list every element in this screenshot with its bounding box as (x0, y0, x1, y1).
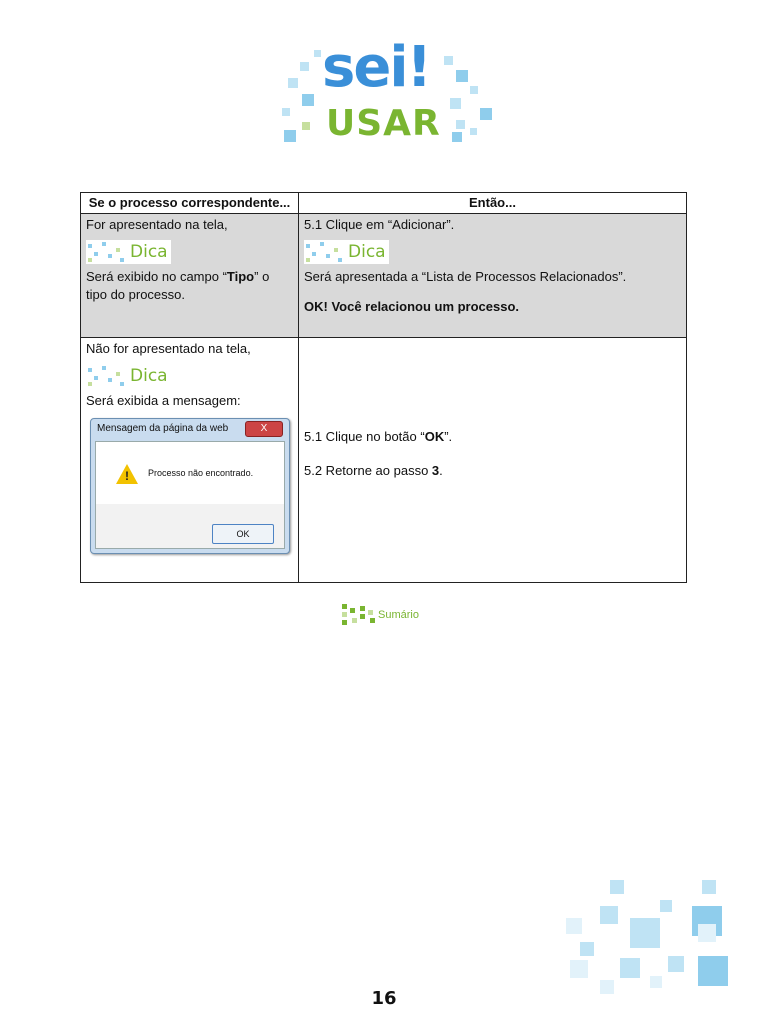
dialog-title: Mensagem da página da web (97, 423, 229, 434)
row1-right-line3: OK! Você relacionou um processo. (304, 299, 520, 314)
sumario-label: Sumário (378, 609, 419, 621)
table-row (81, 214, 687, 338)
dots-icon (86, 364, 126, 388)
dica-label: Dica (130, 366, 168, 386)
logo-usar-text: USAR (326, 103, 441, 144)
dica-label: Dica (130, 242, 168, 262)
dialog-message: Processo não encontrado. (148, 468, 254, 478)
dica-badge (86, 364, 171, 388)
row1-action-cell (299, 214, 687, 338)
column-header-condition: Se o processo correspondente... (81, 193, 299, 214)
row2-right-line1: 5.1 Clique no botão “OK”. (304, 429, 453, 444)
dots-icon (86, 240, 126, 264)
sumario-icon (340, 602, 380, 628)
table-header-row (81, 193, 687, 214)
row1-left-line2: Será exibido no campo “Tipo” o tipo do processo. (86, 269, 270, 302)
logo-sei-text: sei! (322, 35, 431, 100)
ok-button[interactable]: OK (212, 524, 274, 544)
column-header-action: Então... (299, 193, 687, 214)
row1-condition-cell (81, 214, 299, 338)
row2-right-line2: 5.2 Retorne ao passo 3. (304, 463, 443, 478)
web-message-dialog (90, 418, 290, 554)
row2-left-line2: Será exibida a mensagem: (86, 393, 241, 408)
row1-left-line1: For apresentado na tela, (86, 217, 228, 232)
row2-action-cell (299, 338, 687, 583)
dica-badge (86, 240, 171, 264)
dica-label: Dica (348, 242, 386, 262)
dots-icon (304, 240, 344, 264)
table-row (81, 338, 687, 583)
close-icon[interactable]: X (245, 421, 283, 437)
page-number: 16 (371, 988, 397, 1009)
row1-right-line1: 5.1 Clique em “Adicionar”. (304, 217, 455, 232)
sei-usar-logo (280, 36, 500, 148)
sumario-link[interactable] (340, 602, 419, 628)
row2-left-line1: Não for apresentado na tela, (86, 341, 251, 356)
row1-right-line2: Será apresentada a “Lista de Processos Relacionados”. (304, 269, 627, 284)
row2-condition-cell (81, 338, 299, 583)
dialog-body: ! Processo não encontrado. OK (95, 441, 285, 549)
dica-badge (304, 240, 389, 264)
instruction-table (80, 192, 687, 583)
